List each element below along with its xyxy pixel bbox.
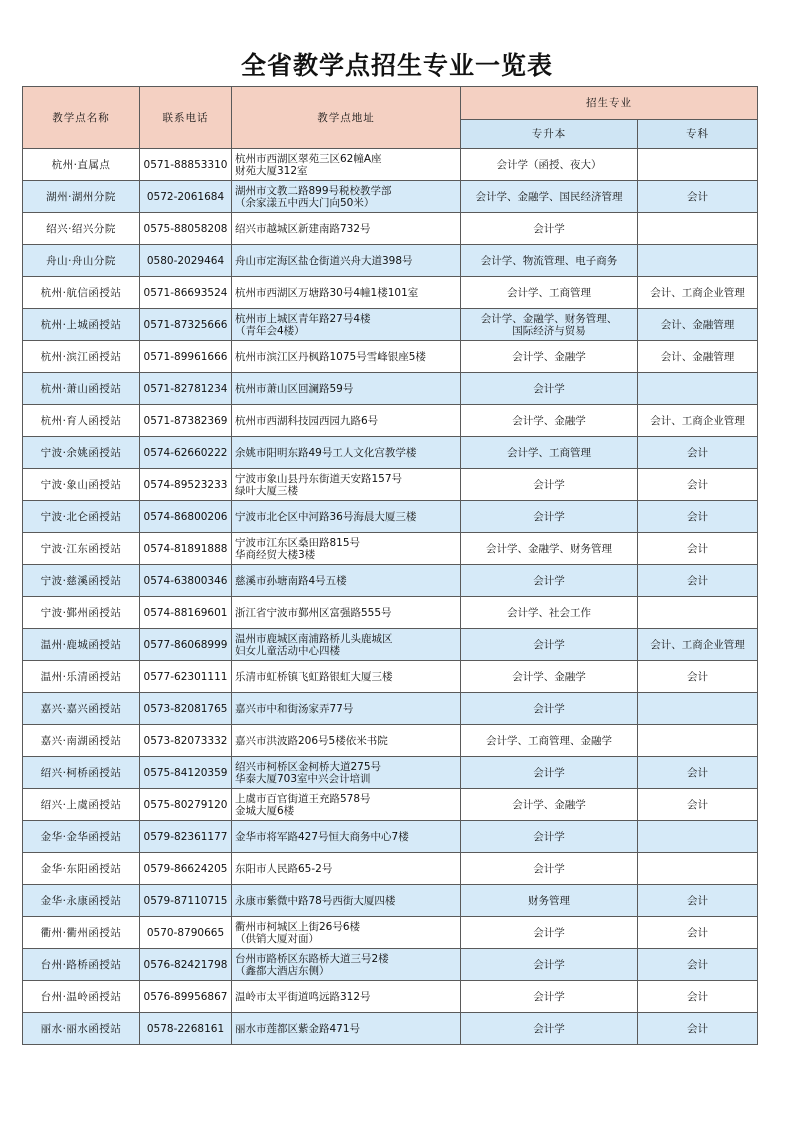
address-line-2: （鑫都大酒店东侧） bbox=[235, 964, 330, 977]
table-row bbox=[23, 149, 758, 181]
site-phone: 0575-84120359 bbox=[140, 757, 232, 789]
table-row bbox=[23, 853, 758, 885]
site-name: 衢州·衢州函授站 bbox=[23, 917, 140, 949]
site-name: 温州·乐清函授站 bbox=[23, 661, 140, 693]
header-zk: 专科 bbox=[638, 120, 758, 149]
major-zk: 会计 bbox=[638, 1013, 758, 1045]
major-zk: 会计 bbox=[638, 469, 758, 501]
site-name: 温州·鹿城函授站 bbox=[23, 629, 140, 661]
site-name: 嘉兴·嘉兴函授站 bbox=[23, 693, 140, 725]
site-phone: 0580-2029464 bbox=[140, 245, 232, 277]
address-line-1: 余姚市阳明东路49号工人文化宫教学楼 bbox=[235, 446, 417, 459]
site-address bbox=[232, 885, 461, 917]
site-name: 宁波·余姚函授站 bbox=[23, 437, 140, 469]
site-address bbox=[232, 949, 461, 981]
major-zk: 会计、金融管理 bbox=[638, 309, 758, 341]
major-zsb: 财务管理 bbox=[461, 885, 638, 917]
site-name: 湖州·湖州分院 bbox=[23, 181, 140, 213]
site-name: 宁波·鄞州函授站 bbox=[23, 597, 140, 629]
address-line-1: 宁波市北仑区中河路36号海晨大厦三楼 bbox=[235, 510, 417, 523]
site-phone: 0578-2268161 bbox=[140, 1013, 232, 1045]
address-line-1: 杭州市萧山区回澜路59号 bbox=[235, 382, 354, 395]
major-zk bbox=[638, 821, 758, 853]
site-phone: 0574-88169601 bbox=[140, 597, 232, 629]
table-row bbox=[23, 309, 758, 341]
site-address bbox=[232, 213, 461, 245]
address-line-1: 绍兴市柯桥区金柯桥大道275号 bbox=[235, 760, 382, 773]
site-name: 台州·路桥函授站 bbox=[23, 949, 140, 981]
table-row bbox=[23, 789, 758, 821]
major-zk bbox=[638, 245, 758, 277]
address-line-2: （青年会4楼） bbox=[235, 324, 305, 337]
site-name: 杭州·上城函授站 bbox=[23, 309, 140, 341]
site-phone: 0571-82781234 bbox=[140, 373, 232, 405]
site-name: 金华·东阳函授站 bbox=[23, 853, 140, 885]
major-zk: 会计 bbox=[638, 661, 758, 693]
major-zsb: 会计学 bbox=[461, 757, 638, 789]
table-row bbox=[23, 757, 758, 789]
major-zk: 会计 bbox=[638, 885, 758, 917]
major-zsb: 会计学 bbox=[461, 629, 638, 661]
site-address bbox=[232, 725, 461, 757]
site-name: 宁波·慈溪函授站 bbox=[23, 565, 140, 597]
address-line-2: 华商经贸大楼3楼 bbox=[235, 548, 316, 561]
enrollment-table bbox=[22, 86, 758, 1045]
address-line-1: 衢州市柯城区上街26号6楼 bbox=[235, 920, 361, 933]
site-name: 宁波·象山函授站 bbox=[23, 469, 140, 501]
site-phone: 0576-89956867 bbox=[140, 981, 232, 1013]
site-address bbox=[232, 533, 461, 565]
major-zk bbox=[638, 373, 758, 405]
major-zsb: 会计学 bbox=[461, 1013, 638, 1045]
site-phone: 0579-86624205 bbox=[140, 853, 232, 885]
site-name: 嘉兴·南湖函授站 bbox=[23, 725, 140, 757]
table-row bbox=[23, 437, 758, 469]
address-line-1: 嘉兴市洪波路206号5楼依米书院 bbox=[235, 734, 388, 747]
site-name: 杭州·滨江函授站 bbox=[23, 341, 140, 373]
site-phone: 0571-89961666 bbox=[140, 341, 232, 373]
address-line-1: 宁波市江东区桑田路815号 bbox=[235, 536, 361, 549]
table-row bbox=[23, 245, 758, 277]
site-address bbox=[232, 821, 461, 853]
address-line-1: 温岭市太平街道鸣远路312号 bbox=[235, 990, 371, 1003]
address-line-1: 杭州市西湖科技园西园九路6号 bbox=[235, 414, 379, 427]
site-address bbox=[232, 917, 461, 949]
address-line-2: （供销大厦对面） bbox=[235, 932, 319, 945]
major-zsb: 会计学 bbox=[461, 949, 638, 981]
table-row bbox=[23, 501, 758, 533]
address-line-1: 丽水市莲都区紫金路471号 bbox=[235, 1022, 361, 1035]
site-name: 杭州·直属点 bbox=[23, 149, 140, 181]
site-address bbox=[232, 693, 461, 725]
table-row bbox=[23, 213, 758, 245]
site-phone: 0572-2061684 bbox=[140, 181, 232, 213]
major-zk bbox=[638, 213, 758, 245]
site-phone: 0577-62301111 bbox=[140, 661, 232, 693]
table-row bbox=[23, 565, 758, 597]
major-zk bbox=[638, 725, 758, 757]
site-phone: 0573-82081765 bbox=[140, 693, 232, 725]
address-line-2: 绿叶大厦三楼 bbox=[235, 484, 298, 497]
address-line-1: 杭州市滨江区丹枫路1075号雪峰银座5楼 bbox=[235, 350, 426, 363]
site-address bbox=[232, 981, 461, 1013]
site-phone: 0575-88058208 bbox=[140, 213, 232, 245]
major-zk: 会计 bbox=[638, 757, 758, 789]
site-phone: 0577-86068999 bbox=[140, 629, 232, 661]
site-address bbox=[232, 149, 461, 181]
table-body bbox=[23, 149, 758, 1045]
address-line-1: 湖州市文教二路899号税校教学部 bbox=[235, 184, 392, 197]
major-zsb: 会计学、物流管理、电子商务 bbox=[461, 245, 638, 277]
address-line-1: 乐清市虹桥镇飞虹路银虹大厦三楼 bbox=[235, 670, 393, 683]
page-title: 全省教学点招生专业一览表 bbox=[240, 51, 553, 80]
major-zsb: 会计学 bbox=[461, 373, 638, 405]
site-phone: 0571-87325666 bbox=[140, 309, 232, 341]
major-zsb: 会计学 bbox=[461, 821, 638, 853]
address-line-1: 嘉兴市中和街汤家弄77号 bbox=[235, 702, 354, 715]
site-name: 金华·永康函授站 bbox=[23, 885, 140, 917]
address-line-1: 绍兴市越城区新建南路732号 bbox=[235, 222, 371, 235]
major-zk: 会计 bbox=[638, 949, 758, 981]
site-phone: 0570-8790665 bbox=[140, 917, 232, 949]
major-zk: 会计 bbox=[638, 181, 758, 213]
address-line-1: 台州市路桥区东路桥大道三号2楼 bbox=[235, 952, 389, 965]
address-line-1: 舟山市定海区盐仓街道兴舟大道398号 bbox=[235, 254, 413, 267]
address-line-1: 东阳市人民路65-2号 bbox=[235, 862, 333, 875]
site-address bbox=[232, 853, 461, 885]
table-row bbox=[23, 405, 758, 437]
major-zk: 会计 bbox=[638, 565, 758, 597]
site-address bbox=[232, 565, 461, 597]
header-zsb: 专升本 bbox=[461, 120, 638, 149]
table-row bbox=[23, 277, 758, 309]
site-phone: 0574-63800346 bbox=[140, 565, 232, 597]
table-row bbox=[23, 469, 758, 501]
site-address bbox=[232, 661, 461, 693]
site-name: 金华·金华函授站 bbox=[23, 821, 140, 853]
table-row bbox=[23, 597, 758, 629]
major-zk: 会计、工商企业管理 bbox=[638, 405, 758, 437]
site-phone: 0574-62660222 bbox=[140, 437, 232, 469]
site-address bbox=[232, 277, 461, 309]
table-row bbox=[23, 1013, 758, 1045]
site-address bbox=[232, 469, 461, 501]
table-row bbox=[23, 373, 758, 405]
table-row bbox=[23, 917, 758, 949]
site-phone: 0574-89523233 bbox=[140, 469, 232, 501]
site-address bbox=[232, 181, 461, 213]
table-row bbox=[23, 821, 758, 853]
major-zsb: 会计学、金融学、财务管理 bbox=[461, 533, 638, 565]
site-phone: 0575-80279120 bbox=[140, 789, 232, 821]
site-address bbox=[232, 309, 461, 341]
major-zsb: 会计学 bbox=[461, 693, 638, 725]
header-phone: 联系电话 bbox=[140, 87, 232, 149]
table-row bbox=[23, 181, 758, 213]
header-name: 教学点名称 bbox=[23, 87, 140, 149]
major-zsb: 会计学 bbox=[461, 501, 638, 533]
site-address bbox=[232, 373, 461, 405]
site-address bbox=[232, 757, 461, 789]
address-line-1: 永康市紫微中路78号西街大厦四楼 bbox=[235, 894, 396, 907]
address-line-1: 上虞市百官街道王充路578号 bbox=[235, 792, 371, 805]
major-zk: 会计、工商企业管理 bbox=[638, 277, 758, 309]
table-row bbox=[23, 341, 758, 373]
table-row bbox=[23, 885, 758, 917]
site-address bbox=[232, 437, 461, 469]
major-zk: 会计 bbox=[638, 789, 758, 821]
table-row bbox=[23, 693, 758, 725]
site-name: 杭州·航信函授站 bbox=[23, 277, 140, 309]
major-zsb: 会计学、工商管理、金融学 bbox=[461, 725, 638, 757]
site-address bbox=[232, 629, 461, 661]
major-zk: 会计、工商企业管理 bbox=[638, 629, 758, 661]
site-address bbox=[232, 245, 461, 277]
major-zk: 会计 bbox=[638, 533, 758, 565]
major-zsb: 会计学、工商管理 bbox=[461, 437, 638, 469]
header-address: 教学点地址 bbox=[232, 87, 461, 149]
site-phone: 0579-82361177 bbox=[140, 821, 232, 853]
major-zk bbox=[638, 693, 758, 725]
site-phone: 0571-86693524 bbox=[140, 277, 232, 309]
address-line-1: 金华市将军路427号恒大商务中心7楼 bbox=[235, 830, 409, 843]
major-zk bbox=[638, 149, 758, 181]
site-address bbox=[232, 501, 461, 533]
major-zk: 会计 bbox=[638, 981, 758, 1013]
major-zsb: 会计学 bbox=[461, 213, 638, 245]
major-zsb: 会计学、金融学 bbox=[461, 661, 638, 693]
table-row bbox=[23, 533, 758, 565]
address-line-1: 慈溪市孙塘南路4号五楼 bbox=[235, 574, 347, 587]
major-zsb: 会计学 bbox=[461, 469, 638, 501]
site-phone: 0571-87382369 bbox=[140, 405, 232, 437]
major-zk: 会计 bbox=[638, 917, 758, 949]
site-address bbox=[232, 341, 461, 373]
site-name: 绍兴·上虞函授站 bbox=[23, 789, 140, 821]
major-zsb: 会计学 bbox=[461, 981, 638, 1013]
site-address bbox=[232, 789, 461, 821]
address-line-1: 杭州市上城区青年路27号4楼 bbox=[235, 312, 371, 325]
site-phone: 0576-82421798 bbox=[140, 949, 232, 981]
major-zk: 会计、金融管理 bbox=[638, 341, 758, 373]
site-name: 舟山·舟山分院 bbox=[23, 245, 140, 277]
major-zsb: 会计学、工商管理 bbox=[461, 277, 638, 309]
address-line-2: 妇女儿童活动中心四楼 bbox=[235, 644, 340, 657]
site-phone: 0579-87110715 bbox=[140, 885, 232, 917]
site-name: 宁波·北仑函授站 bbox=[23, 501, 140, 533]
table-row bbox=[23, 725, 758, 757]
site-phone: 0574-81891888 bbox=[140, 533, 232, 565]
major-zsb: 会计学（函授、夜大） bbox=[461, 149, 638, 181]
site-name: 绍兴·绍兴分院 bbox=[23, 213, 140, 245]
address-line-2: 金城大厦6楼 bbox=[235, 804, 295, 817]
major-zk bbox=[638, 597, 758, 629]
site-address bbox=[232, 405, 461, 437]
major-zsb: 会计学、金融学 bbox=[461, 405, 638, 437]
major-zk bbox=[638, 853, 758, 885]
major-zsb: 会计学、社会工作 bbox=[461, 597, 638, 629]
major-zsb: 会计学、金融学 bbox=[461, 341, 638, 373]
site-name: 台州·温岭函授站 bbox=[23, 981, 140, 1013]
site-address bbox=[232, 1013, 461, 1045]
site-name: 丽水·丽水函授站 bbox=[23, 1013, 140, 1045]
table-row bbox=[23, 981, 758, 1013]
site-phone: 0573-82073332 bbox=[140, 725, 232, 757]
header-majors: 招生专业 bbox=[461, 87, 758, 120]
major-zsb: 会计学、金融学 bbox=[461, 789, 638, 821]
address-line-1: 浙江省宁波市鄞州区富强路555号 bbox=[235, 606, 392, 619]
major-zsb: 会计学、金融学、财务管理、 国际经济与贸易 bbox=[461, 309, 638, 341]
major-zk: 会计 bbox=[638, 501, 758, 533]
site-name: 杭州·萧山函授站 bbox=[23, 373, 140, 405]
address-line-1: 温州市鹿城区南浦路桥儿头鹿城区 bbox=[235, 632, 393, 645]
address-line-1: 宁波市象山县丹东街道天安路157号 bbox=[235, 472, 403, 485]
site-phone: 0571-88853310 bbox=[140, 149, 232, 181]
table-row bbox=[23, 661, 758, 693]
major-zsb: 会计学 bbox=[461, 565, 638, 597]
major-zsb: 会计学、金融学、国民经济管理 bbox=[461, 181, 638, 213]
address-line-1: 杭州市西湖区翠苑三区62幢A座 bbox=[235, 152, 382, 165]
table-row bbox=[23, 629, 758, 661]
site-phone: 0574-86800206 bbox=[140, 501, 232, 533]
major-zsb: 会计学 bbox=[461, 917, 638, 949]
site-address bbox=[232, 597, 461, 629]
address-line-2: （余家漾五中西大门向50米） bbox=[235, 196, 375, 209]
site-name: 宁波·江东函授站 bbox=[23, 533, 140, 565]
major-zsb: 会计学 bbox=[461, 853, 638, 885]
table-row bbox=[23, 949, 758, 981]
address-line-1: 杭州市西湖区万塘路30号4幢1楼101室 bbox=[235, 286, 419, 299]
address-line-2: 财苑大厦312室 bbox=[235, 164, 308, 177]
site-name: 绍兴·柯桥函授站 bbox=[23, 757, 140, 789]
address-line-2: 华泰大厦703室中兴会计培训 bbox=[235, 772, 371, 785]
major-zk: 会计 bbox=[638, 437, 758, 469]
site-name: 杭州·育人函授站 bbox=[23, 405, 140, 437]
